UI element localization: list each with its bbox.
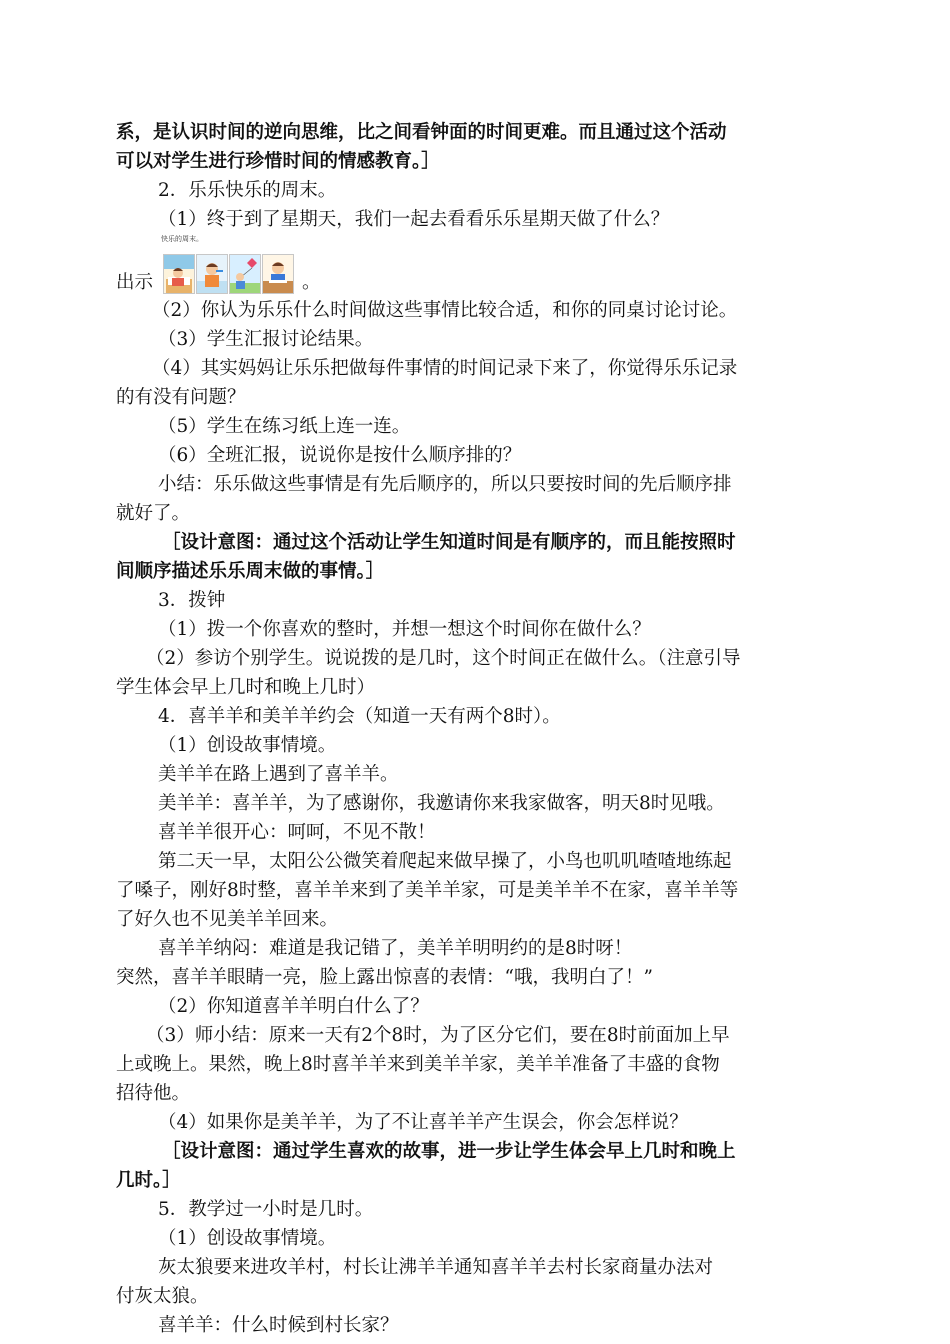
design-intent-line: 系，是认识时间的逆向思维，比之间看钟面的时间更难。而且通过这个活动 — [116, 122, 727, 143]
weekend-figure-row — [116, 234, 836, 296]
design-intent-line: 间顺序描述乐乐周末做的事情。］ — [116, 561, 385, 582]
brush-teeth-illustration — [196, 254, 228, 294]
paragraph-line: （2）你知道喜羊羊明白什么了？ — [158, 996, 429, 1017]
document-page — [116, 118, 836, 1340]
design-intent-line: 可以对学生进行珍惜时间的情感教育。］ — [116, 151, 440, 172]
figure-caption: 快乐的周末。 — [161, 235, 203, 243]
paragraph-line: 突然，喜羊羊眼睛一亮，脸上露出惊喜的表情：“哦，我明白了！” — [116, 967, 653, 988]
wake-up-illustration — [163, 254, 195, 294]
figure-period: 。 — [302, 272, 321, 293]
paragraph-line: 喜羊羊很开心：呵呵，不见不散！ — [158, 822, 436, 843]
paragraph-line: 就好了。 — [116, 503, 191, 524]
paragraph-line: 上或晚上。果然，晚上8时喜羊羊来到美羊羊家，美羊羊准备了丰盛的食物 — [116, 1054, 720, 1075]
paragraph-line: （4）其实妈妈让乐乐把做每件事情的时间记录下来了，你觉得乐乐记录 — [152, 358, 738, 379]
paragraph-line: （4）如果你是美羊羊，为了不让喜羊羊产生误会，你会怎样说？ — [158, 1112, 688, 1133]
paragraph-line: 美羊羊在路上遇到了喜羊羊。 — [158, 764, 399, 785]
paragraph-line: （3）师小结：原来一天有2个8时，为了区分它们，要在8时前面加上早 — [146, 1025, 730, 1046]
paragraph-line: 第二天一早，太阳公公微笑着爬起来做早操了，小鸟也叽叽喳喳地练起 — [158, 851, 732, 872]
design-intent-line: 几时。］ — [116, 1170, 181, 1191]
paragraph-line: （1）拨一个你喜欢的整时，并想一想这个时间你在做什么？ — [158, 619, 651, 640]
paragraph-line: 灰太狼要来进攻羊村，村长让沸羊羊通知喜羊羊去村长家商量办法对 — [158, 1257, 714, 1278]
section-heading: 5．教学过一小时是几时。 — [158, 1199, 374, 1220]
section-heading: 2．乐乐快乐的周末。 — [158, 180, 337, 201]
paragraph-line: （3）学生汇报讨论结果。 — [158, 329, 374, 350]
paragraph-line: （2）你认为乐乐什么时间做这些事情比较合适，和你的同桌讨论讨论。 — [152, 300, 738, 321]
figure-label: 出示 — [116, 272, 154, 293]
paragraph-line: （1）创设故事情境。 — [158, 1228, 337, 1249]
section-heading: 3．拨钟 — [158, 590, 226, 611]
kite-illustration — [229, 254, 261, 294]
paragraph-line: 喜羊羊：什么时候到村长家？ — [158, 1315, 399, 1336]
paragraph-line: （6）全班汇报，说说你是按什么顺序排的？ — [158, 445, 522, 466]
paragraph-line: （2）参访个别学生。说说拨的是几时，这个时间正在做什么。（注意引导 — [146, 648, 741, 669]
paragraph-line: 喜羊羊纳闷：难道是我记错了，美羊羊明明约的是8时呀！ — [158, 938, 633, 959]
homework-illustration — [262, 254, 294, 294]
paragraph-line: 付灰太狼。 — [116, 1286, 209, 1307]
paragraph-line: （1）创设故事情境。 — [158, 735, 337, 756]
design-intent-line: ［设计意图：通过这个活动让学生知道时间是有顺序的，而且能按照时 — [162, 532, 736, 553]
paragraph-line: 了好久也不见美羊羊回来。 — [116, 909, 339, 930]
paragraph-line: 美羊羊：喜羊羊，为了感谢你，我邀请你来我家做客，明天8时见哦。 — [158, 793, 725, 814]
paragraph-line: 学生体会早上几时和晚上几时） — [116, 677, 376, 698]
design-intent-line: ［设计意图：通过学生喜欢的故事，进一步让学生体会早上几时和晚上 — [162, 1141, 736, 1162]
paragraph-line: 小结：乐乐做这些事情是有先后顺序的，所以只要按时间的先后顺序排 — [158, 474, 732, 495]
paragraph-line: 招待他。 — [116, 1083, 191, 1104]
paragraph-line: （1）终于到了星期天，我们一起去看看乐乐星期天做了什么？ — [158, 209, 670, 230]
paragraph-line: （5）学生在练习纸上连一连。 — [158, 416, 411, 437]
paragraph-line: 了嗓子，刚好8时整，喜羊羊来到了美羊羊家，可是美羊羊不在家，喜羊羊等 — [116, 880, 739, 901]
section-heading: 4．喜羊羊和美羊羊约会（知道一天有两个8时）。 — [158, 706, 561, 727]
paragraph-line: 的有没有问题？ — [116, 387, 246, 408]
